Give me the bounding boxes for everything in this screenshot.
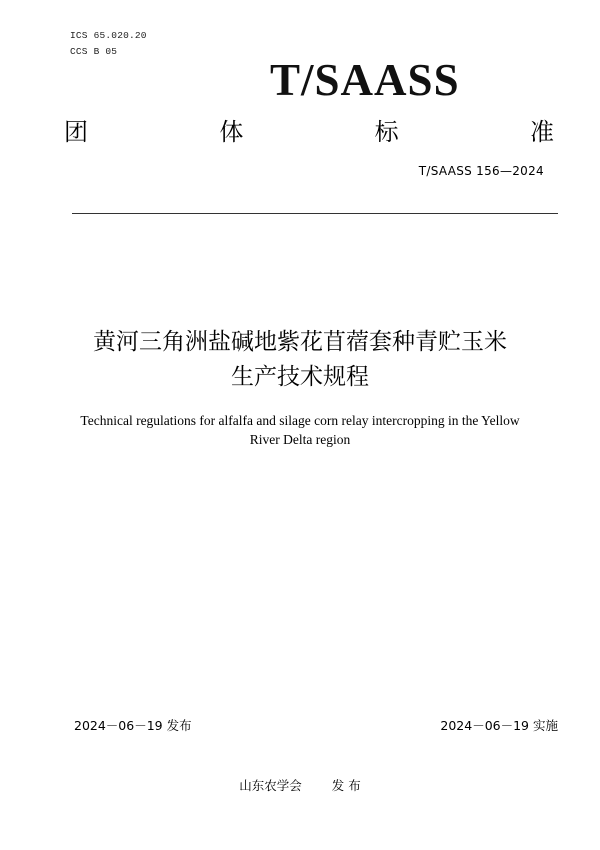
implement-date: 2024－06－19 实施 (440, 718, 558, 733)
publish-date: 2024－06－19 发布 (74, 718, 192, 733)
publisher-action: 发 布 (331, 778, 361, 793)
standard-number: T/SAASS 156—2024 (418, 164, 544, 178)
title-english-line-2: River Delta region (249, 432, 351, 447)
standard-category (64, 116, 554, 148)
ics-code: ICS 65.020.20 (70, 30, 147, 41)
title-chinese-line-1: 黄河三角洲盐碱地紫花苜蓿套种青贮玉米 (93, 329, 507, 355)
divider-line (72, 213, 558, 214)
ccs-code: CCS B 05 (70, 46, 118, 57)
title-english-line-1: Technical regulations for alfalfa and silage corn relay intercropping in the Yellow (80, 413, 520, 428)
category-char: 准 (529, 118, 554, 146)
category-char: 团 (64, 118, 88, 146)
publisher-name: 山东农学会 (239, 778, 302, 793)
category-char: 标 (374, 118, 399, 146)
title-chinese-line-2: 生产技术规程 (231, 364, 369, 390)
category-char: 体 (219, 118, 244, 146)
publisher-line (0, 776, 600, 794)
standard-logo: T/SAASS (270, 55, 460, 105)
